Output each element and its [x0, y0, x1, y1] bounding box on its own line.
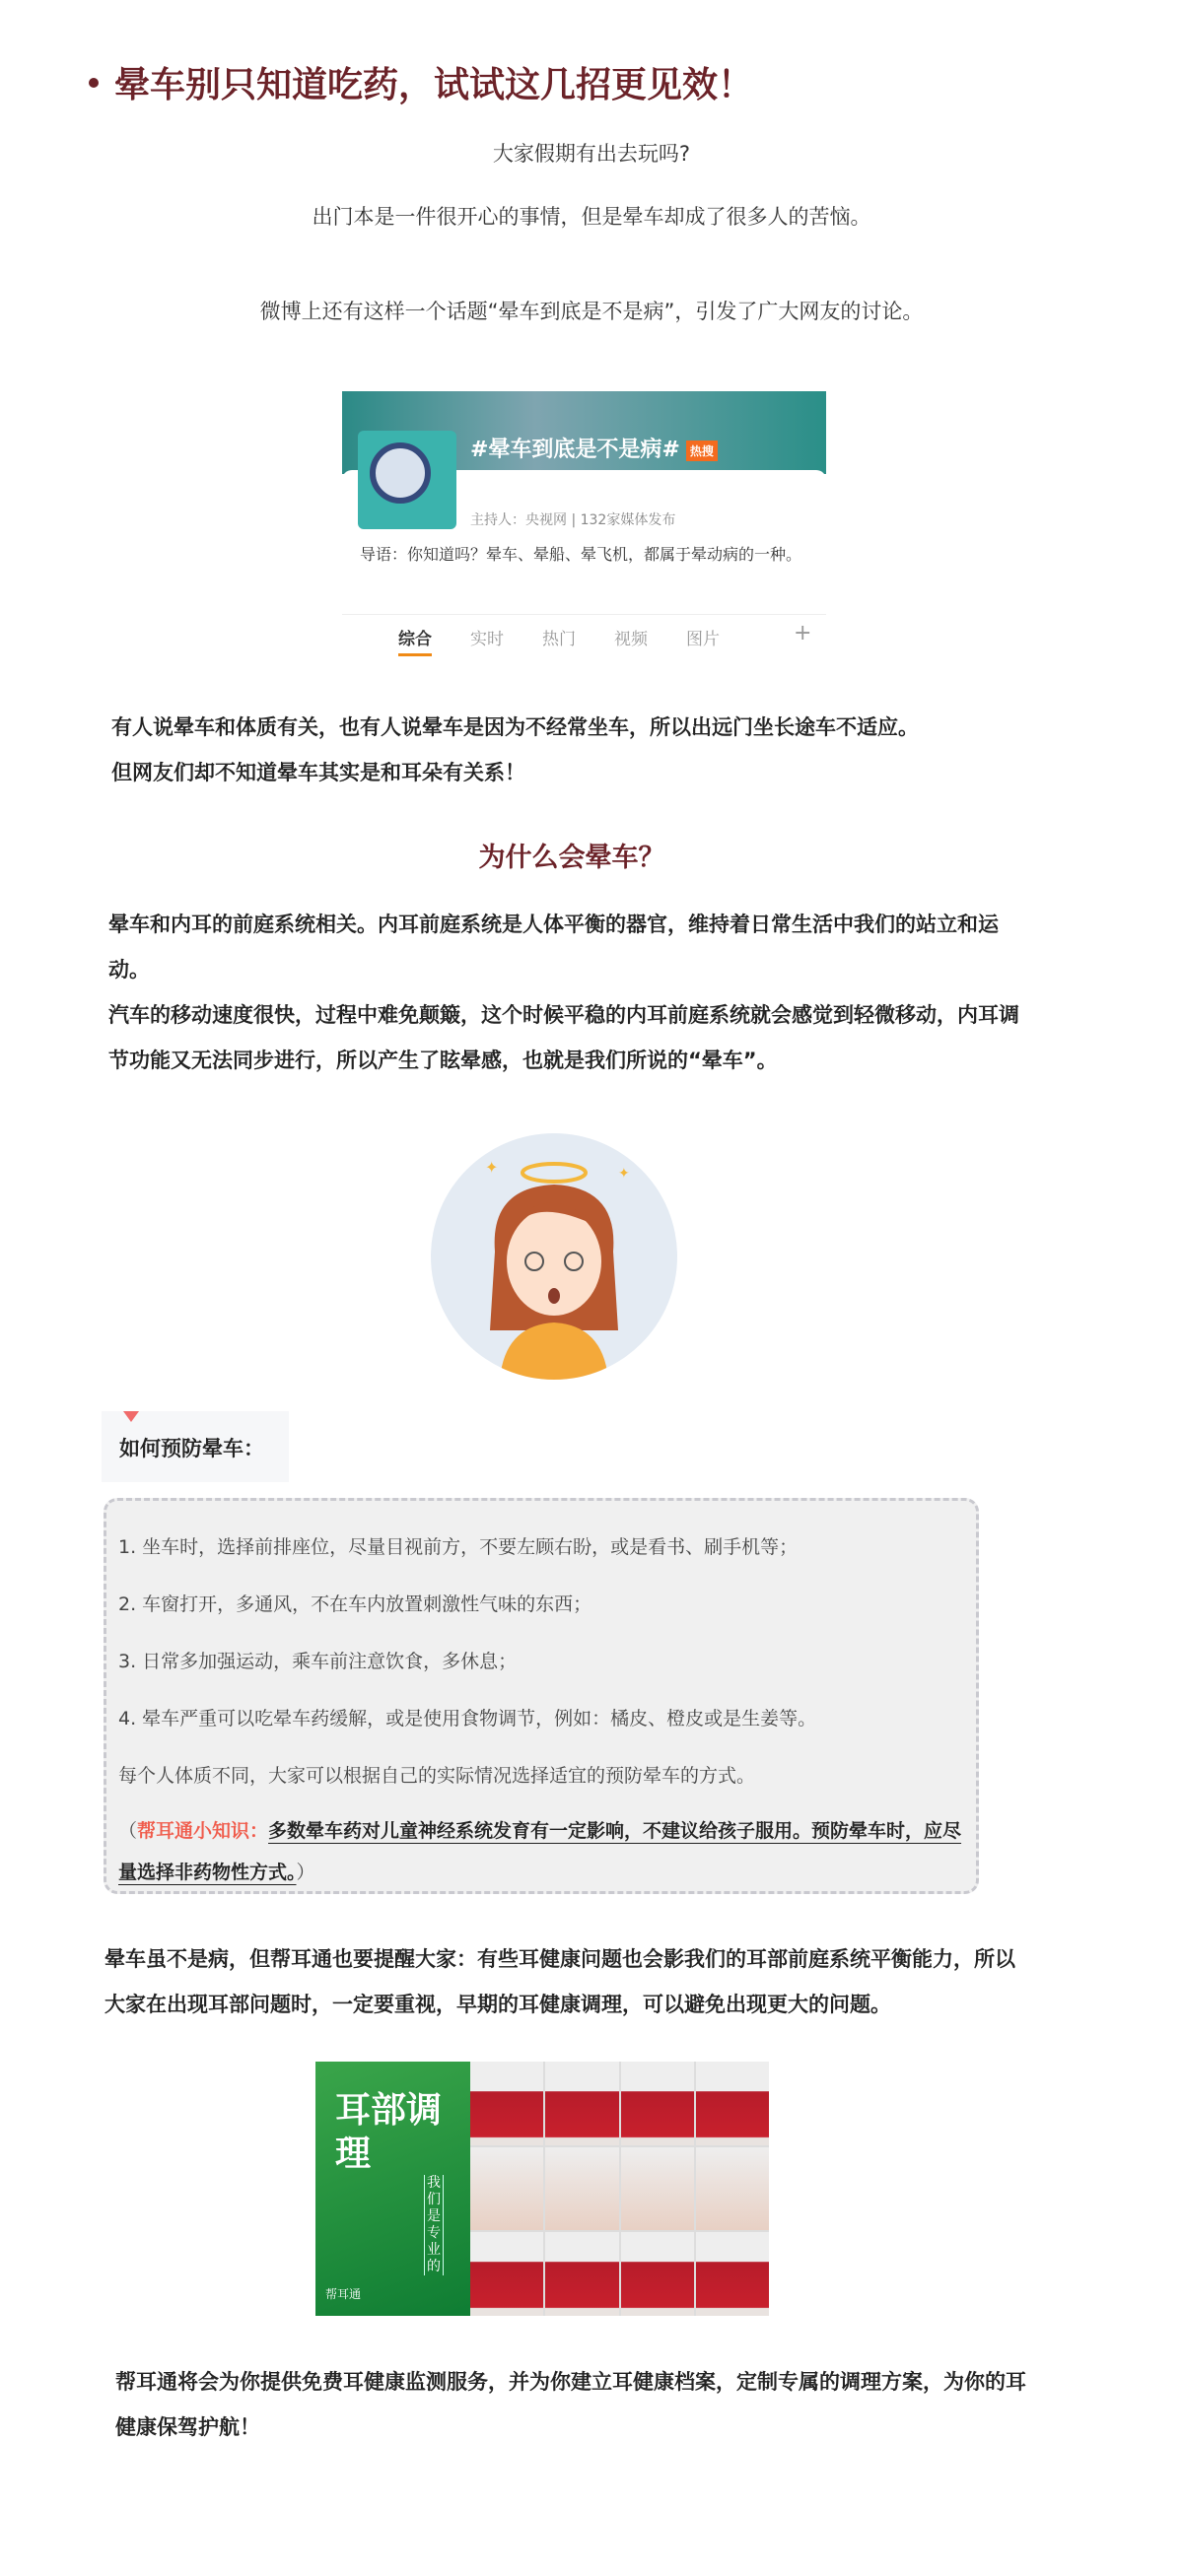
paragraph: 晕车和内耳的前庭系统相关。内耳前庭系统是人体平衡的器官，维持着日常生活中我们的站立和运动。 汽车的移动速度很快，过程中难免颠簸，这个时候平稳的内耳前庭系统就会感觉到轻微移动，内耳调节功能又无法同步进行，所以产生了眩晕感，也就是我们所说的“晕车”。 [108, 913, 1019, 1072]
topic-lead: 导语：你知道吗？晕车、晕船、晕飞机，都属于晕动病的一种。 [360, 545, 802, 564]
svg-text:✦: ✦ [485, 1158, 499, 1177]
section-heading: 为什么会晕车？ [478, 843, 665, 873]
hot-badge: 热搜 [686, 441, 718, 461]
tab-comprehensive[interactable]: 综合 [398, 625, 432, 656]
tip-item: 3. 日常多加强运动，乘车前注意饮食，多休息； [118, 1651, 518, 1672]
clock-icon [370, 442, 431, 504]
svg-text:✦: ✦ [618, 1166, 630, 1182]
tip-item: 1. 坐车时，选择前排座位，尽量目视前方，不要左顾右盼，或是看书、刷手机等； [118, 1536, 799, 1558]
intro-line: 微博上还有这样一个话题“晕车到底是不是病”，引发了广大网友的讨论。 [259, 300, 924, 323]
dizzy-girl-icon [431, 1133, 677, 1380]
tip-item: 每个人体质不同，大家可以根据自己的实际情况选择适宜的预防晕车的方式。 [118, 1765, 756, 1787]
topic-host: 主持人：央视网 | 132家媒体发布 [470, 512, 676, 528]
intro-line: 出门本是一件很开心的事情，但是晕车却成了很多人的苦恼。 [312, 205, 871, 229]
article-title: 晕车别只知道吃药，试试这几招更见效！ [89, 57, 753, 107]
brand-logo: 帮耳通 [325, 2287, 362, 2301]
knowledge-note: （帮耳通小知识：多数晕车药对儿童神经系统发育有一定影响，不建议给孩子服用。预防晕车时，应尽量选择非药物性方式。） [118, 1820, 962, 1883]
ear-care-banner-image: 耳部调理 我们是专业的 帮耳通 [315, 2062, 769, 2316]
how-to-prevent-heading: 如何预防晕车： [102, 1411, 289, 1482]
paragraph: 晕车虽不是病，但帮耳通也要提醒大家：有些耳健康问题也会影我们的耳部前庭系统平衡能力，所以大家在出现耳部问题时，一定要重视，早期的耳健康调理，可以避免出现更大的问题。 [104, 1947, 1015, 2016]
paragraph: 帮耳通将会为你提供免费耳健康监测服务，并为你建立耳健康档案，定制专属的调理方案，为你的耳健康保驾护航！ [115, 2370, 1026, 2439]
tips-box [104, 1498, 979, 1894]
tip-item: 2. 车窗打开，多通风，不在车内放置刺激性气味的东西； [118, 1593, 592, 1615]
paragraph: 有人说晕车和体质有关，也有人说晕车是因为不经常坐车，所以出远门坐长途车不适应。 但网友们却不知道晕车其实是和耳朵有关系！ [111, 715, 919, 784]
dizzy-girl-illustration [431, 1133, 677, 1380]
tab-images[interactable]: 图片 [686, 630, 720, 649]
tab-hot[interactable]: 热门 [542, 630, 576, 649]
intro-line: 大家假期有出去玩吗? [492, 142, 691, 166]
tip-item: 4. 晕车严重可以吃晕车药缓解，或是使用食物调节，例如：橘皮、橙皮或是生姜等。 [118, 1708, 817, 1729]
clock-thumbnail [358, 431, 456, 529]
weibo-topic-card [342, 391, 826, 657]
bullet-icon [89, 78, 99, 88]
topic-tabs [342, 614, 826, 657]
triangle-marker-icon [123, 1411, 139, 1422]
tab-video[interactable]: 视频 [614, 630, 648, 649]
tab-realtime[interactable]: 实时 [470, 630, 504, 649]
topic-tag[interactable]: #晕车到底是不是病# 热搜 [470, 433, 718, 463]
testimonial-collage [470, 2062, 769, 2316]
plus-icon[interactable]: + [794, 621, 812, 645]
